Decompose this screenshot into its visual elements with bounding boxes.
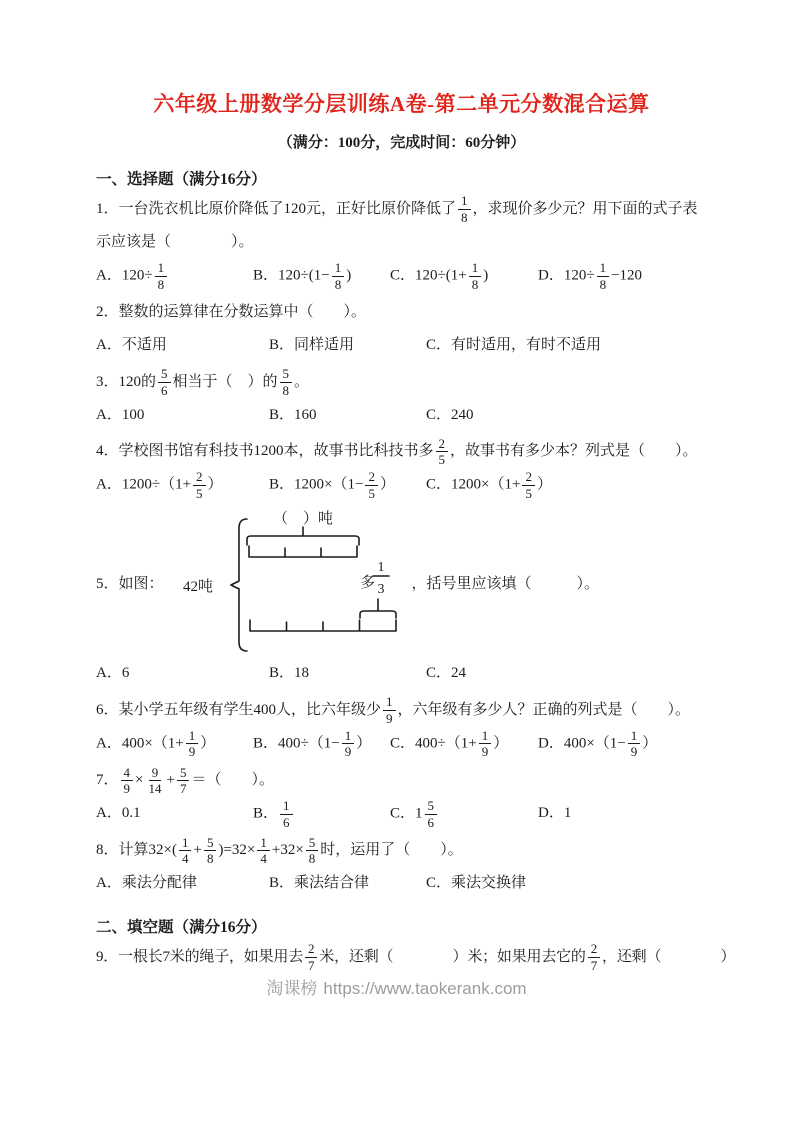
option-row xyxy=(96,728,707,760)
fraction: $\frac{2}{5}$ xyxy=(436,436,449,468)
option-c: C．400÷（1+ $\frac{1}{9}$ ） xyxy=(390,727,509,760)
left-brace-line xyxy=(231,519,247,651)
fill-questions-group xyxy=(96,941,736,974)
question-2 xyxy=(96,296,707,362)
site-url: https://www.taokerank.com xyxy=(323,978,527,998)
section-heading-fill: 二、填空题（满分16分） xyxy=(96,918,267,936)
question-stem: 7． $\frac{4}{9}$ × $\frac{9}{14}$ + $\frac{5}{7}$ ＝（ ）。 xyxy=(96,764,274,797)
option-b: B．400÷（1− $\frac{1}{9}$ ） xyxy=(253,727,372,760)
question-stem-suffix: ，括号里应该填（ ）。 xyxy=(411,575,600,592)
fraction: $\frac{5}{8}$ xyxy=(280,366,293,398)
question-stem: 3．120的 $\frac{5}{6}$ 相当于（ ）的 $\frac{5}{8}$ 。 xyxy=(96,366,310,398)
option-b: B．乘法结合律 xyxy=(269,875,370,892)
question-5-stem-row xyxy=(96,507,707,657)
question-6 xyxy=(96,694,707,760)
option-b: B．1200×（1− $\frac{2}{5}$ ） xyxy=(269,469,395,501)
question-5-options-slot xyxy=(96,658,707,690)
option-d: D．120÷ $\frac{1}{8}$ −120 xyxy=(538,260,643,292)
question-stem: 5．如图： xyxy=(96,575,164,592)
fraction: $\frac{5}{6}$ xyxy=(158,366,171,398)
diagram-frac-numerator: 1 xyxy=(377,560,385,576)
question-stem: 1．一台洗衣机比原价降低了120元，正好比原价降低了 $\frac{1}{8}$ ，求现价多少元？用下面的式子表示应该是（ ）。 xyxy=(96,193,698,250)
option-a: A．1200÷（1+ $\frac{2}{5}$ ） xyxy=(96,469,223,501)
option-c: C．有时适用，有时不适用 xyxy=(426,337,602,354)
option-b: B．18 xyxy=(269,665,310,682)
question-stem: 6．某小学五年级有学生400人，比六年级少 $\frac{1}{9}$ ，六年级有多少人？正确的列式是（ ）。 xyxy=(96,694,691,726)
fraction: $\frac{1}{9}$ xyxy=(186,728,199,760)
question-3 xyxy=(96,366,707,432)
fraction: $\frac{1}{9}$ xyxy=(383,694,396,726)
question-stem: 8．计算32×( $\frac{1}{4}$ + $\frac{5}{8}$ )=32× $\frac{1}{4}$ +32× $\frac{5}{8}$ 时，运用了（ ）。 xyxy=(96,834,463,867)
option-a: A．120÷ $\frac{1}{8}$ xyxy=(96,260,253,292)
fraction: $\frac{2}{5}$ xyxy=(522,469,535,501)
fraction: $\frac{2}{7}$ xyxy=(305,941,317,973)
fraction: $\frac{2}{5}$ xyxy=(193,469,206,501)
fraction: $\frac{1}{8}$ xyxy=(469,260,482,292)
bottom-bar-line xyxy=(250,620,396,631)
fraction: $\frac{1}{8}$ xyxy=(597,260,610,292)
fraction: $\frac{1}{4}$ xyxy=(257,835,270,867)
fraction: $\frac{2}{7}$ xyxy=(588,941,600,973)
choice-questions-group-a xyxy=(96,193,707,501)
diagram-frac-denominator: 3 xyxy=(377,582,385,598)
fraction: $\frac{1}{4}$ xyxy=(179,835,192,867)
option-a: A．乘法分配律 xyxy=(96,875,197,892)
diagram-more-label: 多 xyxy=(359,575,375,592)
bar-diagram xyxy=(170,507,402,657)
option-b: B．160 xyxy=(269,406,317,423)
question-stem: 4．学校图书馆有科技书1200本，故事书比科技书多 $\frac{2}{5}$ ，故事书有多少本？列式是（ ）。 xyxy=(96,435,698,468)
option-c: C．1200×（1+ $\frac{2}{5}$ ） xyxy=(426,469,552,501)
question-5 xyxy=(96,507,707,690)
fraction: $\frac{5}{6}$ xyxy=(425,798,438,830)
site-name: 淘课榜 xyxy=(266,978,318,998)
option-row xyxy=(96,469,707,501)
section-heading-choice: 一、选择题（满分16分） xyxy=(96,171,267,188)
option-a: A．100 xyxy=(96,406,145,423)
top-brace-line xyxy=(247,527,359,545)
option-a: A．不适用 xyxy=(96,337,167,354)
option-c: C．1 $\frac{5}{6}$ xyxy=(390,798,538,830)
option-c: C．乘法交换律 xyxy=(426,875,527,892)
option-b: B．120÷(1− $\frac{1}{8}$ ) xyxy=(253,260,352,292)
fraction: $\frac{1}{8}$ xyxy=(458,193,471,225)
option-c: C．240 xyxy=(426,406,474,423)
fraction: $\frac{1}{8}$ xyxy=(332,260,345,292)
fraction: $\frac{1}{9}$ xyxy=(479,728,492,760)
option-b: B．同样适用 xyxy=(269,337,355,354)
option-d: D．400×（1− $\frac{1}{9}$ ） xyxy=(538,727,658,760)
question-9 xyxy=(96,941,736,974)
question-1 xyxy=(96,193,707,292)
page-title: 六年级上册数学分层训练A卷-第二单元分数混合运算 xyxy=(153,92,650,116)
choice-questions-group-b xyxy=(96,694,707,900)
question-4 xyxy=(96,435,707,501)
diagram-left-label: 42吨 xyxy=(182,579,213,596)
watermark xyxy=(0,974,793,999)
option-c: C．120÷(1+ $\frac{1}{8}$ ) xyxy=(390,260,489,292)
option-a: A．400×（1+ $\frac{1}{9}$ ） xyxy=(96,727,216,760)
option-b: B． $\frac{1}{6}$ xyxy=(253,798,390,830)
option-c: C．24 xyxy=(426,665,467,682)
question-stem: 9．一根长7米的绳子，如果用去 $\frac{2}{7}$ 米，还剩（ ）米；如果用去它的 $\frac{2}{7}$ ，还剩（ ） xyxy=(96,941,736,973)
fraction: $\frac{4}{9}$ xyxy=(121,765,134,797)
option-row xyxy=(96,798,707,830)
fraction: $\frac{1}{9}$ xyxy=(628,728,641,760)
fraction: $\frac{2}{5}$ xyxy=(365,469,378,501)
option-row xyxy=(96,400,707,432)
option-row xyxy=(96,868,707,900)
question-8 xyxy=(96,834,707,900)
option-row xyxy=(96,658,707,690)
option-row xyxy=(96,260,707,292)
fraction: $\frac{5}{8}$ xyxy=(204,835,217,867)
fraction: $\frac{9}{14}$ xyxy=(148,764,162,797)
diagram-top-label: （ ）吨 xyxy=(272,511,333,528)
fraction: $\frac{1}{9}$ xyxy=(342,728,355,760)
quarter-brace-line xyxy=(360,599,396,618)
top-bar-line xyxy=(249,546,357,557)
fraction: $\frac{5}{8}$ xyxy=(306,835,319,867)
fraction: $\frac{5}{7}$ xyxy=(177,765,190,797)
fraction: $\frac{1}{8}$ xyxy=(155,260,168,292)
option-row xyxy=(96,330,707,362)
exam-info: （满分：100分，完成时间：60分钟） xyxy=(277,135,526,151)
question-stem: 2．整数的运算律在分数运算中（ ）。 xyxy=(96,304,367,321)
option-a: A．6 xyxy=(96,665,130,682)
option-a: A．0.1 xyxy=(96,805,141,822)
option-d: D．1 xyxy=(538,805,572,822)
fraction: $\frac{1}{6}$ xyxy=(280,798,293,830)
question-7 xyxy=(96,764,707,830)
